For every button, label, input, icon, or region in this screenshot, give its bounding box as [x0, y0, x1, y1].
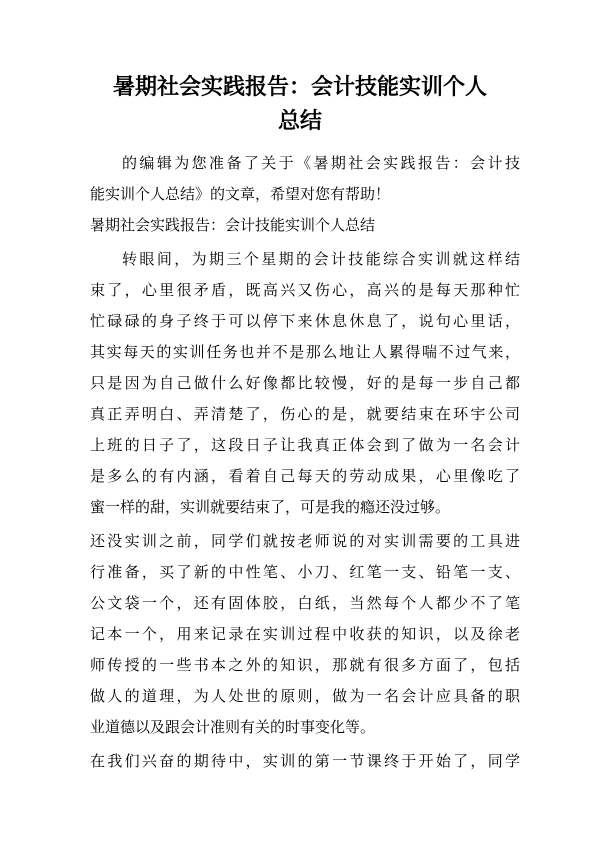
paragraph-line: 公文袋一个，还有固体胶，白纸，当然每个人都少不了笔: [90, 594, 520, 612]
title-line: 总结: [277, 108, 322, 134]
paragraph-line: 蜜一样的甜，实训就要结束了，可是我的瘾还没过够。: [90, 498, 451, 516]
paragraph-line: 是多么的有内涵，看着自己每天的劳动成果，心里像吃了: [90, 467, 520, 485]
intro-line: 的编辑为您准备了关于《暑期社会实践报告：会计技: [122, 154, 520, 172]
paragraph-line: 在我们兴奋的期待中，实训的第一节课终于开始了，同学: [90, 752, 520, 770]
title-line: 暑期社会实践报告：会计技能实训个人: [112, 74, 487, 100]
paragraph-line: 记本一个，用来记录在实训过程中收获的知识，以及徐老: [90, 625, 520, 643]
paragraph-line: 转眼间，为期三个星期的会计技能综合实训就这样结: [122, 250, 520, 268]
paragraph-line: 还没实训之前，同学们就按老师说的对实训需要的工具进: [90, 532, 520, 550]
paragraph-line: 行准备，买了新的中性笔、小刀、红笔一支、铅笔一支、: [90, 563, 520, 581]
intro-line: 能实训个人总结》的文章，希望对您有帮助！: [90, 185, 391, 203]
paragraph-line: 只是因为自己做什么好像都比较慢，好的是每一步自己都: [90, 374, 520, 392]
paragraph-line: 束了，心里很矛盾，既高兴又伤心，高兴的是每天那种忙: [90, 281, 520, 299]
paragraph-line: 真正弄明白、弄清楚了，伤心的是，就要结束在环宇公司: [90, 405, 520, 423]
paragraph-line: 其实每天的实训任务也并不是那么地让人累得喘不过气来，: [90, 343, 520, 361]
document-title: [80, 70, 520, 138]
paragraph-line: 业道德以及跟会计准则有关的时事变化等。: [90, 718, 376, 736]
paragraph-line: 做人的道理，为人处世的原则，做为一名会计应具备的职: [90, 687, 520, 705]
subtitle: 暑期社会实践报告：会计技能实训个人总结: [90, 216, 376, 234]
paragraph-line: 师传授的一些书本之外的知识，那就有很多方面了，包括: [90, 656, 520, 674]
paragraph-line: 忙碌碌的身子终于可以停下来休息休息了，说句心里话，: [90, 312, 520, 330]
paragraph-line: 上班的日子了，这段日子让我真正体会到了做为一名会计: [90, 436, 520, 454]
